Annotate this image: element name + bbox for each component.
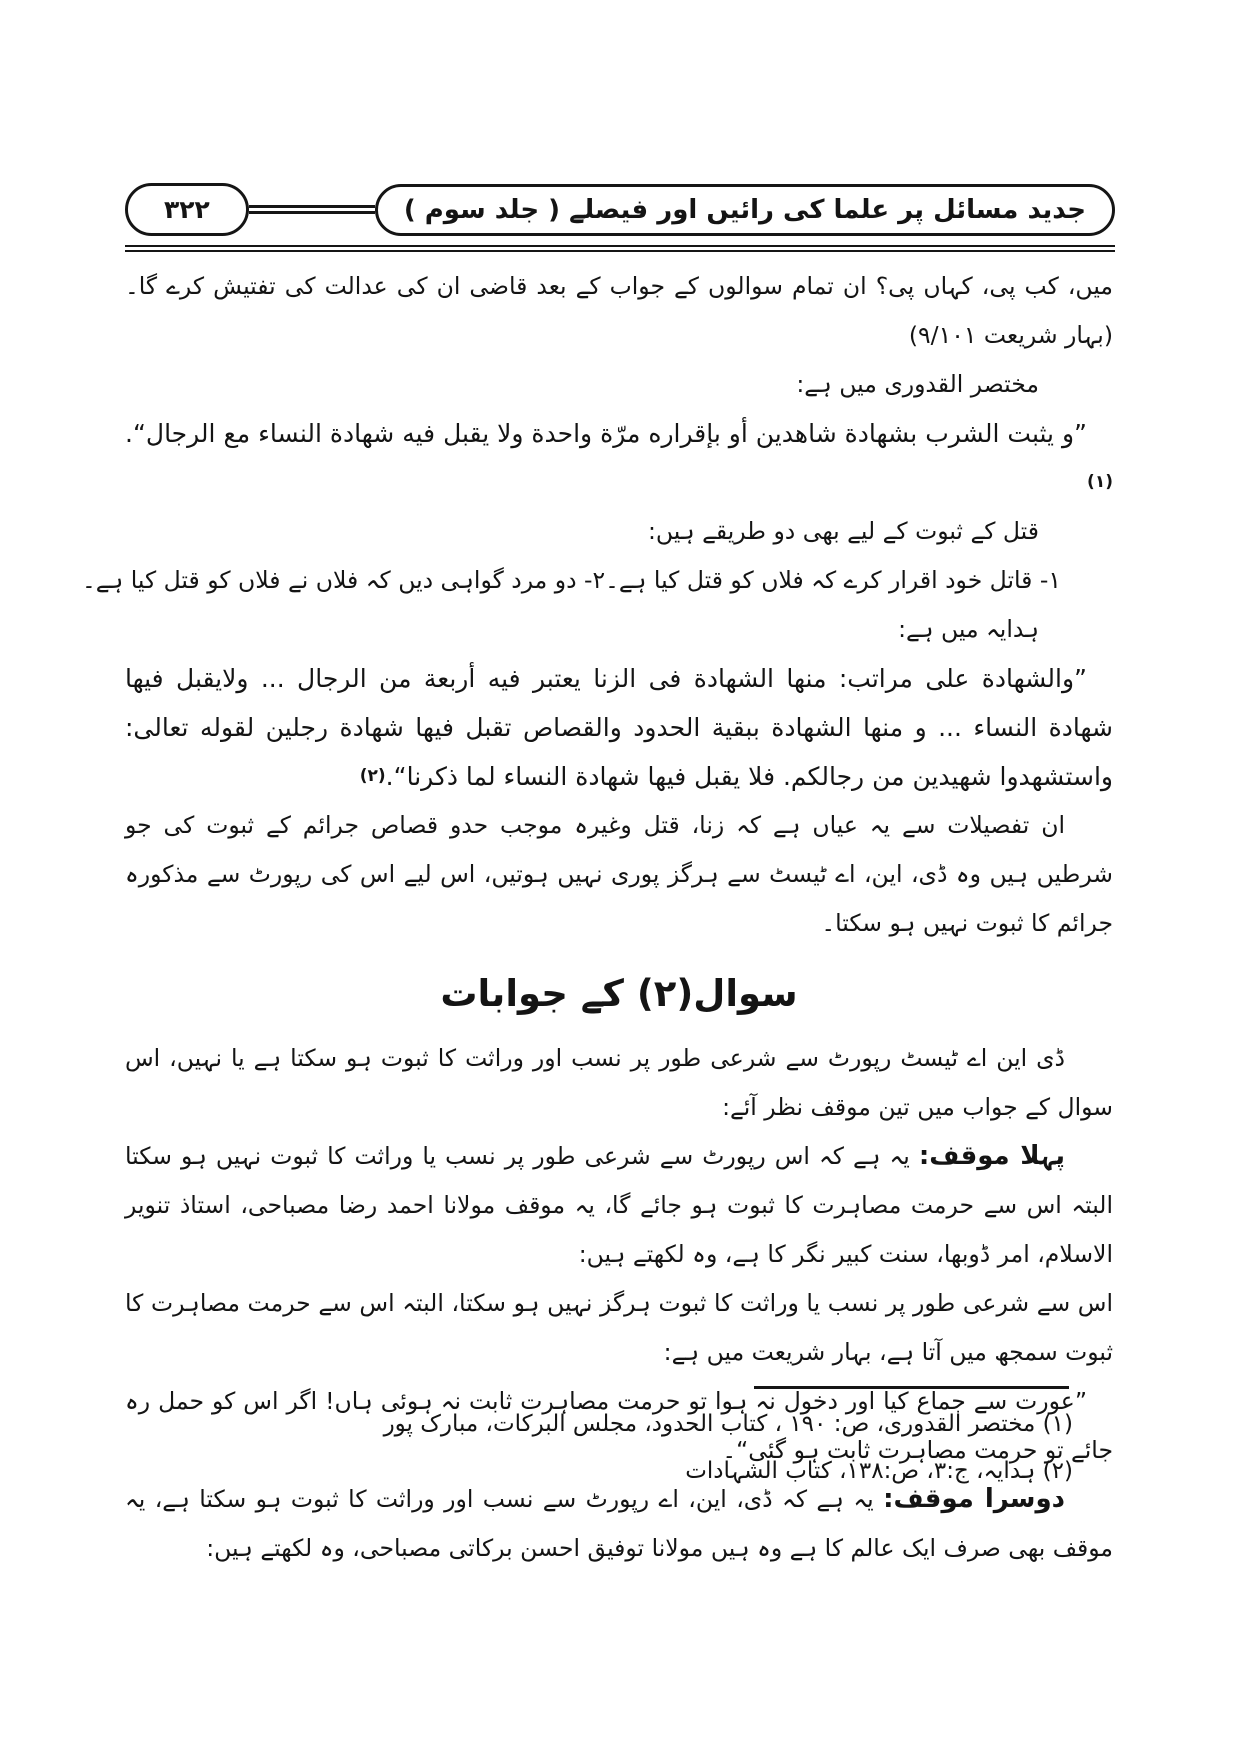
- line-hidaya: ہدایہ میں ہے:: [898, 615, 1039, 643]
- footnote-separator: [754, 1386, 1069, 1389]
- line-qudoori: مختصر القدوری میں ہے:: [796, 370, 1039, 398]
- arabic-quote-2: [125, 654, 1113, 801]
- header-double-rule: [125, 245, 1115, 252]
- section-heading: سوال(۲) کے جوابات: [440, 972, 798, 1015]
- footnotes-section: [125, 1386, 1113, 1495]
- numbered-item-2: ۲- دو مرد گواہی دیں کہ فلاں نے فلاں کو قتل کیا ہے۔: [81, 566, 606, 594]
- arabic-quote-1-text: ”و یثبت الشرب بشهادة شاهدین أو بإقراره مرّة واحدة ولا یقبل فیه شهادة النساء مع الرجال“.: [125, 419, 1087, 448]
- header-connector-rule: [249, 205, 375, 214]
- paragraph-is-se: اس سے شرعی طور پر نسب یا وراثت کا ثبوت ہرگز نہیں ہو سکتا، البتہ اس سے حرمت مصاہرت کا ثبوت سمجھ میں آتا ہے، بہار شریعت میں ہے:: [125, 1289, 1113, 1366]
- line-qatl: قتل کے ثبوت کے لیے بھی دو طریقے ہیں:: [647, 517, 1039, 545]
- page-body: [81, 262, 1113, 1573]
- footnote-ref-2: (۲): [359, 766, 386, 786]
- numbered-items-row: [81, 556, 1113, 605]
- footnote-2: (۲) ہدایہ، ج:۳، ص:۱۳۸، کتاب الشہادات: [685, 1458, 1073, 1484]
- paragraph-dna-question: ڈی این اے ٹیسٹ رپورٹ سے شرعی طور پر نسب اور وراثت کا ثبوت ہو سکتا ہے یا نہیں، اس سوال کے جواب میں تین موقف نظر آئے:: [125, 1044, 1113, 1121]
- paragraph-mawqif-1: [125, 1132, 1113, 1279]
- mawqif-2-text: یہ ہے کہ ڈی، این، اے رپورٹ سے نسب اور وراثت کا ثبوت ہو سکتا ہے، یہ موقف بھی صرف ایک عالم کا ہے وہ ہیں مولانا توفیق احسن برکاتی مصباحی، وہ لکھتے ہیں:: [125, 1485, 1113, 1562]
- arabic-quote-2-text: ”والشهادة علی مراتب: منها الشهادة فی الزنا یعتبر فیه أربعة من الرجال ... ولایقبل فیها شهادة النساء ... و منها الشهادة ببقیة الحدود والقصاص تقبل فیها شهادة رجلین لقوله تعالی: واستشهدوا شهیدین من رجالکم. فلا یقبل فیها شهادة النساء لما ذکرنا“.: [125, 664, 1113, 791]
- header-row: [125, 183, 1115, 236]
- mawqif-2-label: دوسرا موقف:: [883, 1484, 1065, 1514]
- footnote-1: (۱) مختصر القدوری، ص: ۱۹۰ ، کتاب الحدود، مجلس البرکات، مبارک پور: [383, 1411, 1073, 1437]
- quote-aurat: ”عورت سے جماع کیا اور دخول نہ ہوا تو حرمت مصاہرت ثابت نہ ہوئی ہاں! اگر اس کو حمل رہ جائے تو حرمت مصاہرت ثابت ہو گئی“۔: [125, 1387, 1113, 1464]
- arabic-quote-1: [125, 409, 1113, 507]
- page-header: [125, 183, 1115, 252]
- book-title-cartouche: [375, 184, 1115, 236]
- footnote-ref-1: (۱): [1087, 472, 1113, 492]
- mawqif-1-text: یہ ہے کہ اس رپورٹ سے شرعی طور پر نسب یا وراثت کا ثبوت نہیں ہو سکتا البتہ اس سے حرمت مصاہرت کا ثبوت ہو جائے گا، یہ موقف مولانا احمد رضا مصباحی، استاذ تنویر الاسلام، امر ڈوبھا، سنت کبیر نگر کا ہے، وہ لکھتے ہیں:: [125, 1142, 1113, 1268]
- mawqif-1-label: پہلا موقف:: [918, 1141, 1066, 1171]
- paragraph-intro: میں، کب پی، کہاں پی؟ ان تمام سوالوں کے جواب کے بعد قاضی ان کی عدالت کی تفتیش کرے گا۔ (بہار شریعت ۹/۱۰۱): [125, 272, 1113, 349]
- page-number: ۳۲۲: [164, 195, 210, 224]
- numbered-item-1: ۱- قاتل خود اقرار کرے کہ فلاں کو قتل کیا ہے۔: [605, 566, 1061, 594]
- book-title: جدید مسائل پر علما کی رائیں اور فیصلے ( جلد سوم ): [403, 194, 1086, 225]
- paragraph-tafsilat: ان تفصیلات سے یہ عیاں ہے کہ زنا، قتل وغیرہ موجب حدو قصاص جرائم کے ثبوت کی جو شرطیں ہیں وہ ڈی، این، اے ٹیسٹ سے ہرگز پوری نہیں ہوتیں، اس لیے اس کی رپورٹ سے مذکورہ جرائم کا ثبوت نہیں ہو سکتا۔: [125, 811, 1113, 937]
- page-number-pill: [125, 183, 249, 236]
